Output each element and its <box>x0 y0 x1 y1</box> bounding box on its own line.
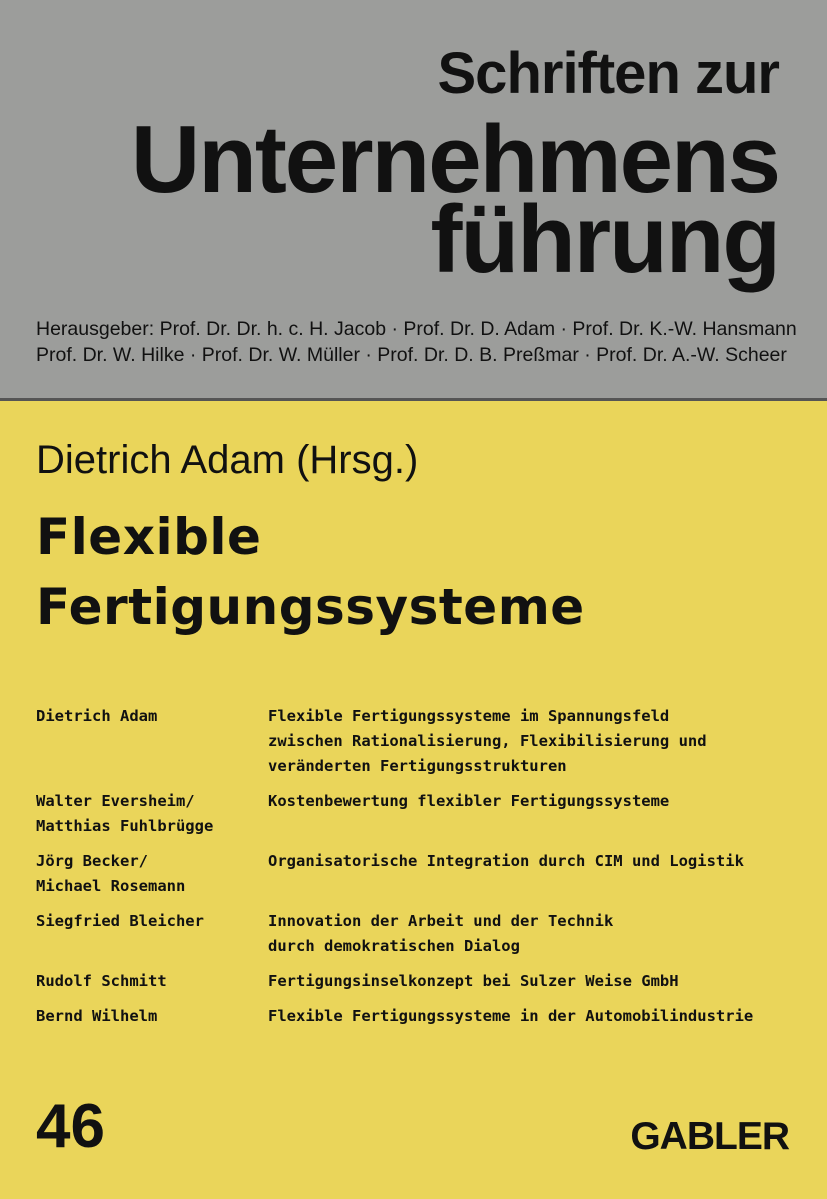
toc-author-line: Walter Eversheim/ <box>36 792 195 810</box>
toc-chapter-title <box>268 789 796 839</box>
toc-title-line: zwischen Rationalisierung, Flexibilisierung und <box>268 732 707 750</box>
toc-authors <box>36 849 268 899</box>
toc-title-line: Flexible Fertigungssysteme in der Automobilindustrie <box>268 1007 754 1025</box>
book-editor: Dietrich Adam (Hrsg.) <box>36 438 419 482</box>
toc-title-line: durch demokratischen Dialog <box>268 937 520 955</box>
volume-number: 46 <box>36 1092 105 1161</box>
table-of-contents <box>36 704 796 1039</box>
toc-authors <box>36 704 268 779</box>
toc-entry <box>36 909 796 959</box>
toc-author-line: Michael Rosemann <box>36 877 186 895</box>
toc-title-line: Innovation der Arbeit und der Technik <box>268 912 614 930</box>
series-header-band <box>0 0 827 398</box>
book-title-line-2: Fertigungssysteme <box>36 578 585 636</box>
series-editors-line-2: Prof. Dr. W. Hilke · Prof. Dr. W. Müller · Prof. Dr. D. B. Preßmar · Prof. Dr. A.-W. Scheer <box>36 344 787 366</box>
toc-title-line: Kostenbewertung flexibler Fertigungssysteme <box>268 792 670 810</box>
toc-title-line: Organisatorische Integration durch CIM und Logistik <box>268 852 744 870</box>
book-title-line-1: Flexible <box>36 508 262 566</box>
toc-chapter-title <box>268 1004 796 1029</box>
toc-author-line: Dietrich Adam <box>36 707 158 725</box>
toc-title-line: Flexible Fertigungssysteme im Spannungsfeld <box>268 707 670 725</box>
toc-title-line: Fertigungsinselkonzept bei Sulzer Weise GmbH <box>268 972 679 990</box>
toc-entry <box>36 1004 796 1029</box>
toc-authors <box>36 1004 268 1029</box>
toc-entry <box>36 969 796 994</box>
toc-author-line: Matthias Fuhlbrügge <box>36 817 214 835</box>
toc-chapter-title <box>268 849 796 899</box>
toc-author-line: Rudolf Schmitt <box>36 972 167 990</box>
series-title-line-1: Schriften zur <box>437 41 779 106</box>
toc-entry <box>36 789 796 839</box>
toc-chapter-title <box>268 909 796 959</box>
toc-entry <box>36 704 796 779</box>
toc-title-line: veränderten Fertigungsstrukturen <box>268 757 567 775</box>
toc-authors <box>36 969 268 994</box>
toc-author-line: Bernd Wilhelm <box>36 1007 158 1025</box>
toc-chapter-title <box>268 969 796 994</box>
publisher-logo: GABLER <box>630 1115 789 1158</box>
toc-authors <box>36 789 268 839</box>
toc-author-line: Jörg Becker/ <box>36 852 148 870</box>
toc-author-line: Siegfried Bleicher <box>36 912 204 930</box>
toc-chapter-title <box>268 704 796 779</box>
series-title-line-3: führung <box>430 186 779 293</box>
toc-entry <box>36 849 796 899</box>
series-title-line-2: Unternehmens <box>130 106 779 213</box>
series-editors-line-1: Herausgeber: Prof. Dr. Dr. h. c. H. Jacob · Prof. Dr. D. Adam · Prof. Dr. K.-W. Hansmann <box>36 318 797 340</box>
toc-authors <box>36 909 268 959</box>
